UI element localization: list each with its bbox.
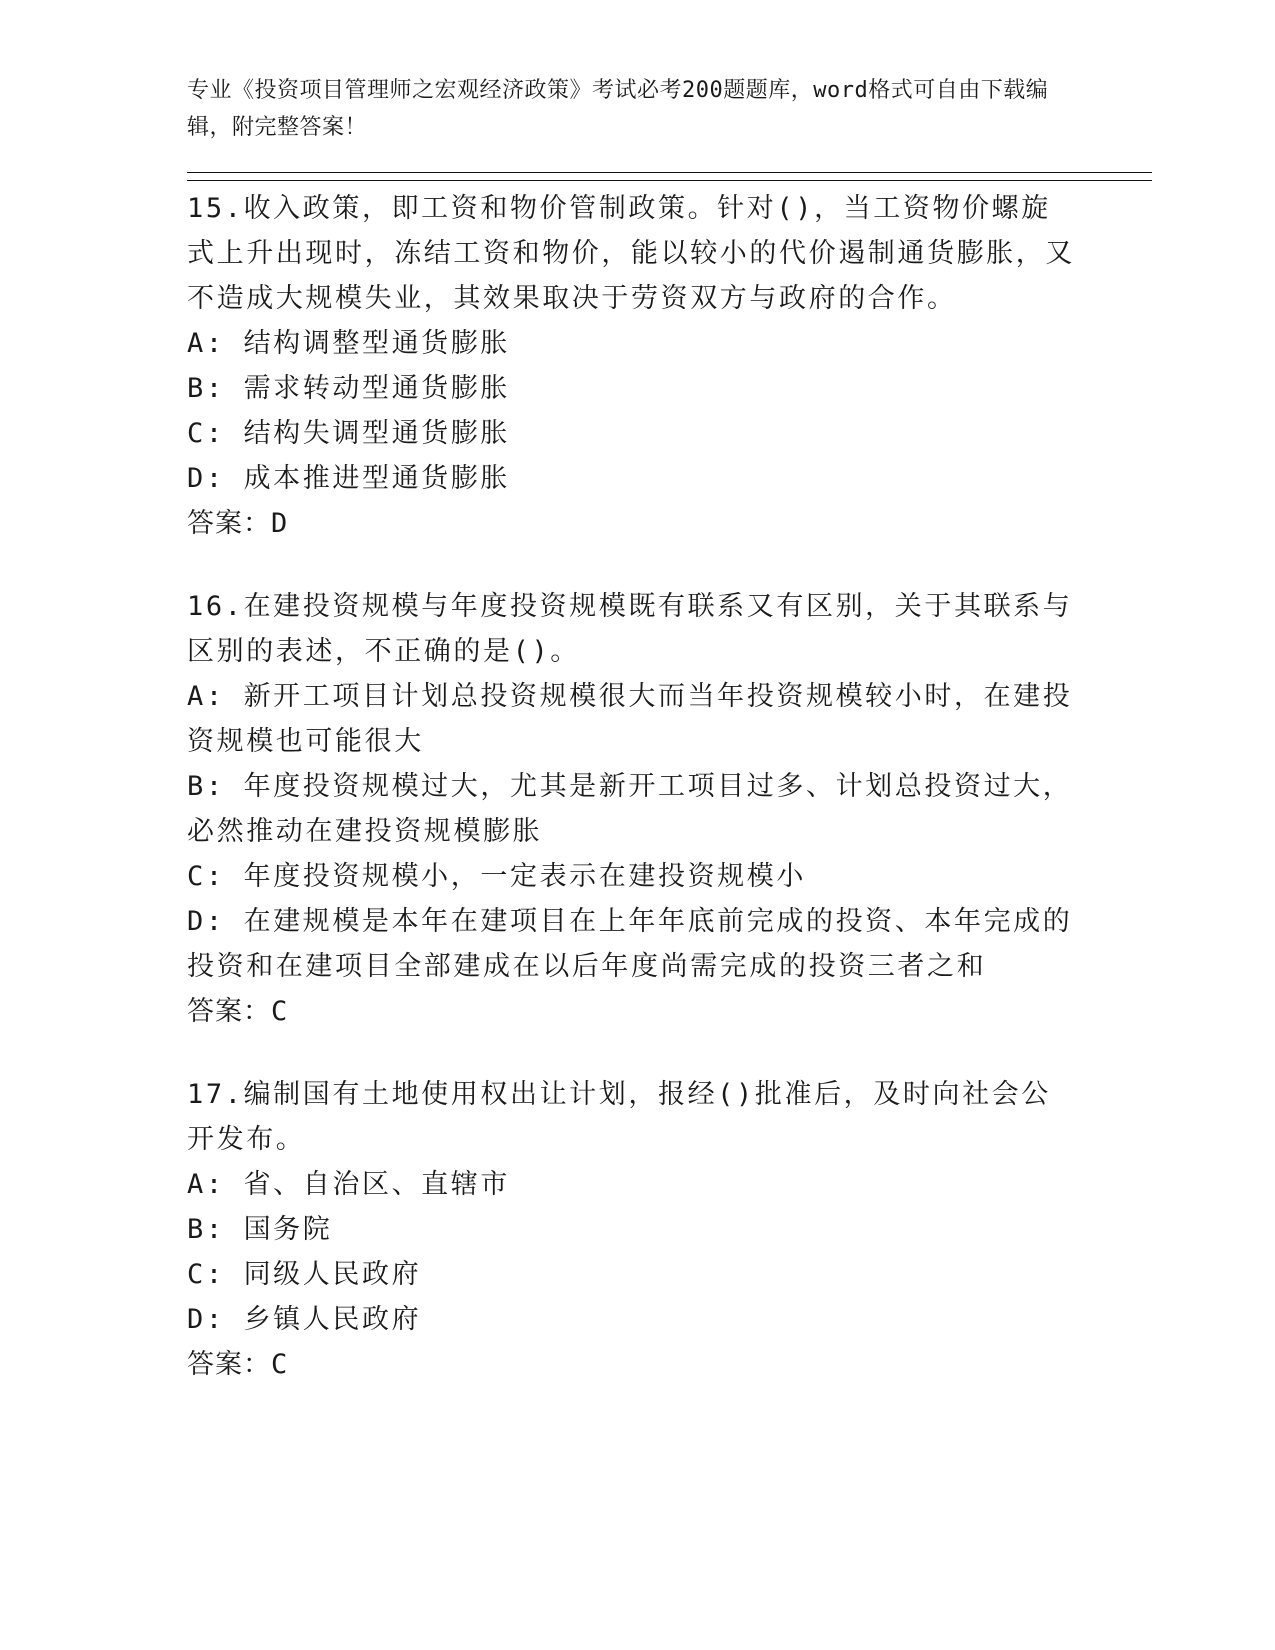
option-d: D: 在建规模是本年在建项目在上年年底前完成的投资、本年完成的投资和在建项目全部建成在以后年度尚需完成的投资三者之和	[187, 906, 1073, 982]
option-a: A: 结构调整型通货膨胀	[187, 328, 510, 359]
option-d: D: 成本推进型通货膨胀	[187, 463, 510, 494]
option-b: B: 国务院	[187, 1214, 333, 1245]
question-stem: 15.收入政策，即工资和物价管制政策。针对()，当工资物价螺旋式上升出现时，冻结工资和物价，能以较小的代价遏制通货膨胀，又不造成大规模失业，其效果取决于劳资双方与政府的合作。	[187, 193, 1075, 314]
question-list	[187, 186, 1077, 1425]
header-divider-top	[187, 172, 1152, 173]
option-a: A: 省、自治区、直辖市	[187, 1169, 510, 1200]
question-17	[187, 1072, 1077, 1387]
document-header: 专业《投资项目管理师之宏观经济政策》考试必考200题题库，word格式可自由下载编辑，附完整答案！	[187, 78, 1049, 140]
option-c: C: 结构失调型通货膨胀	[187, 418, 510, 449]
option-b: B: 年度投资规模过大，尤其是新开工项目过多、计划总投资过大，必然推动在建投资规模膨胀	[187, 771, 1073, 847]
option-b: B: 需求转动型通货膨胀	[187, 373, 510, 404]
option-c: C: 年度投资规模小，一定表示在建投资规模小	[187, 861, 806, 892]
question-15	[187, 186, 1077, 546]
option-c: C: 同级人民政府	[187, 1259, 422, 1290]
question-16	[187, 584, 1077, 1034]
answer-line: 答案：C	[187, 996, 289, 1027]
header-divider-bottom	[187, 180, 1152, 181]
question-stem: 17.编制国有土地使用权出让计划，报经()批准后，及时向社会公开发布。	[187, 1079, 1051, 1155]
option-d: D: 乡镇人民政府	[187, 1304, 422, 1335]
answer-line: 答案：D	[187, 508, 289, 539]
option-a: A: 新开工项目计划总投资规模很大而当年投资规模较小时，在建投资规模也可能很大	[187, 681, 1073, 757]
question-stem: 16.在建投资规模与年度投资规模既有联系又有区别，关于其联系与区别的表述，不正确的是()。	[187, 591, 1073, 667]
answer-line: 答案：C	[187, 1349, 289, 1380]
